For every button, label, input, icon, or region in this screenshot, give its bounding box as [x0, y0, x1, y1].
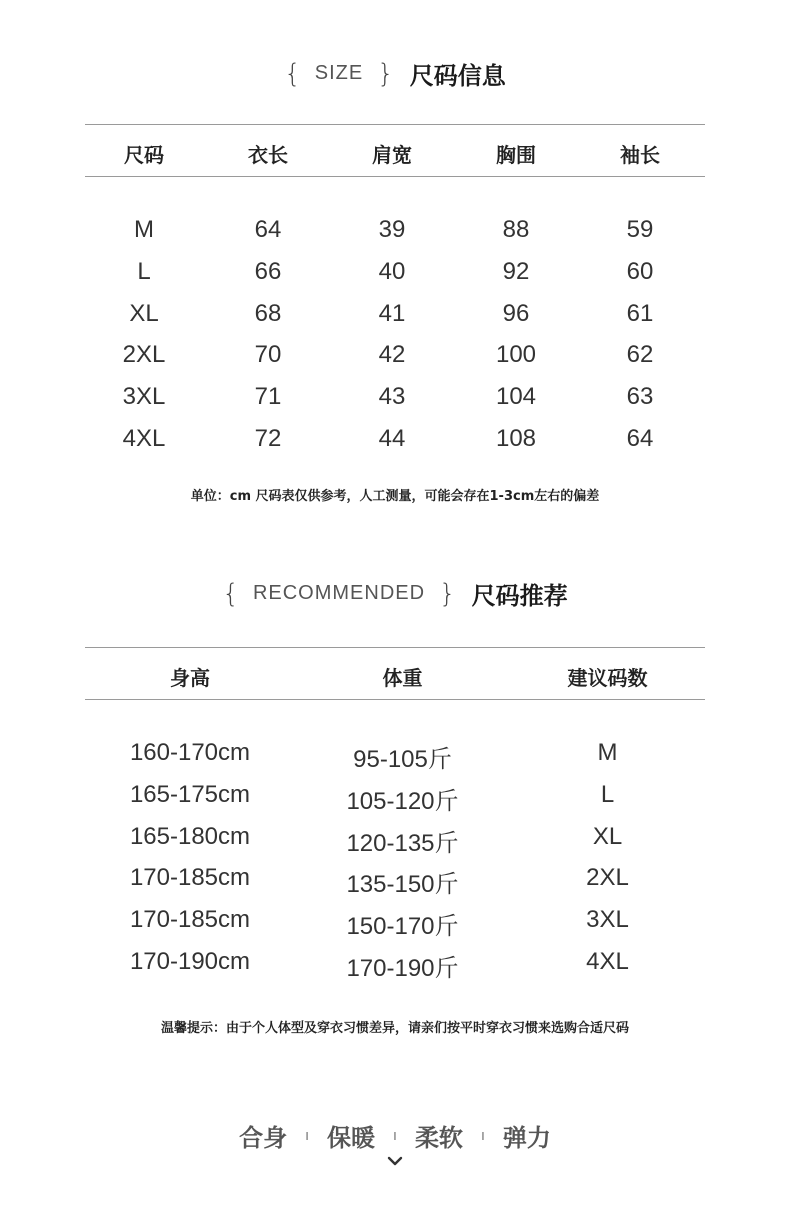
cell-chest: 88: [502, 216, 530, 243]
cell-height: 170-190cm: [129, 948, 251, 975]
size-note: 单位：cm 尺码表仅供参考，人工测量，可能会存在1-3cm左右的偏差: [190, 489, 600, 504]
cell-size: 4XL: [122, 425, 166, 452]
cell-height: 170-185cm: [129, 906, 251, 933]
cell-weight: 120-135斤: [346, 830, 459, 857]
header-sleeve: 袖长: [620, 143, 660, 167]
recommend-table-header: [85, 662, 705, 691]
cell-shoulder: 44: [378, 425, 406, 452]
cell-suggested-size: L: [600, 781, 615, 808]
feature-warm: 保暖: [327, 1124, 376, 1152]
cell-length: 64: [254, 216, 282, 243]
table-row: [85, 823, 705, 858]
cell-suggested-size: M: [597, 739, 618, 766]
header-length: 衣长: [248, 143, 288, 167]
cell-size: 2XL: [122, 341, 166, 368]
cell-sleeve: 61: [626, 300, 654, 327]
cell-shoulder: 43: [378, 383, 406, 410]
cell-size: XL: [129, 300, 159, 327]
size-table-header: [85, 139, 705, 168]
table-row: [85, 300, 705, 328]
recommend-en-label: RECOMMENDED: [252, 582, 426, 604]
cell-chest: 104: [495, 383, 537, 410]
feature-tags: [0, 1118, 790, 1153]
cell-weight: 135-150斤: [346, 871, 459, 898]
size-en-label: SIZE: [314, 62, 364, 84]
cell-chest: 108: [495, 425, 537, 452]
cell-shoulder: 39: [378, 216, 406, 243]
cell-size: M: [134, 216, 154, 243]
cell-suggested-size: 3XL: [586, 906, 629, 933]
cell-size: L: [137, 258, 151, 285]
brace-close: }: [377, 58, 394, 89]
header-shoulder: 肩宽: [372, 143, 412, 167]
cell-length: 72: [254, 425, 282, 452]
header-chest: 胸围: [496, 143, 536, 167]
feature-separator: ı: [480, 1127, 485, 1144]
cell-chest: 100: [495, 341, 537, 368]
cell-sleeve: 63: [626, 383, 654, 410]
cell-weight: 170-190斤: [346, 955, 459, 982]
size-section-title: [0, 56, 790, 91]
cell-sleeve: 60: [626, 258, 654, 285]
chevron-down-icon: [386, 1155, 404, 1169]
recommend-cn-label: 尺码推荐: [471, 582, 568, 610]
cell-shoulder: 40: [378, 258, 406, 285]
cell-height: 170-185cm: [129, 864, 251, 891]
cell-height: 160-170cm: [129, 739, 251, 766]
brace-close: }: [439, 578, 456, 609]
cell-suggested-size: 2XL: [586, 864, 629, 891]
cell-height: 165-180cm: [129, 823, 251, 850]
cell-chest: 96: [502, 300, 530, 327]
header-suggested-size: 建议码数: [567, 666, 648, 690]
feature-fit: 合身: [239, 1124, 288, 1152]
recommend-section-title: [0, 576, 790, 611]
cell-length: 68: [254, 300, 282, 327]
feature-soft: 柔软: [414, 1124, 463, 1152]
table-row: [85, 739, 705, 774]
recommend-note: 温馨提示：由于个人体型及穿衣习惯差异，请亲们按平时穿衣习惯来选购合适尺码: [160, 1021, 629, 1036]
table-row: [85, 425, 705, 453]
cell-length: 70: [254, 341, 282, 368]
table-row: [85, 864, 705, 899]
header-height: 身高: [170, 666, 210, 690]
cell-weight: 150-170斤: [346, 913, 459, 940]
cell-suggested-size: XL: [592, 823, 623, 850]
cell-shoulder: 42: [378, 341, 406, 368]
table-row: [85, 216, 705, 244]
cell-weight: 105-120斤: [346, 788, 459, 815]
recommend-table-top-rule: [85, 647, 705, 648]
cell-length: 66: [254, 258, 282, 285]
cell-height: 165-175cm: [129, 781, 251, 808]
cell-shoulder: 41: [378, 300, 406, 327]
feature-stretch: 弹力: [502, 1124, 551, 1152]
header-weight: 体重: [382, 666, 423, 690]
feature-separator: ı: [393, 1127, 397, 1144]
table-row: [85, 781, 705, 816]
cell-chest: 92: [502, 258, 530, 285]
cell-sleeve: 64: [626, 425, 654, 452]
feature-separator: ı: [305, 1127, 310, 1144]
recommend-table-header-rule: [85, 699, 705, 700]
size-cn-label: 尺码信息: [409, 62, 506, 90]
table-row: [85, 341, 705, 369]
brace-open: {: [284, 58, 301, 89]
cell-suggested-size: 4XL: [586, 948, 629, 975]
header-size: 尺码: [124, 143, 164, 167]
cell-size: 3XL: [122, 383, 166, 410]
cell-sleeve: 62: [626, 341, 654, 368]
table-row: [85, 383, 705, 411]
table-row: [85, 258, 705, 286]
cell-length: 71: [254, 383, 282, 410]
size-table-header-rule: [85, 176, 705, 177]
brace-open: {: [222, 578, 239, 609]
cell-sleeve: 59: [626, 216, 654, 243]
table-row: [85, 948, 705, 983]
table-row: [85, 906, 705, 941]
cell-weight: 95-105斤: [353, 746, 452, 773]
size-table-top-rule: [85, 124, 705, 125]
